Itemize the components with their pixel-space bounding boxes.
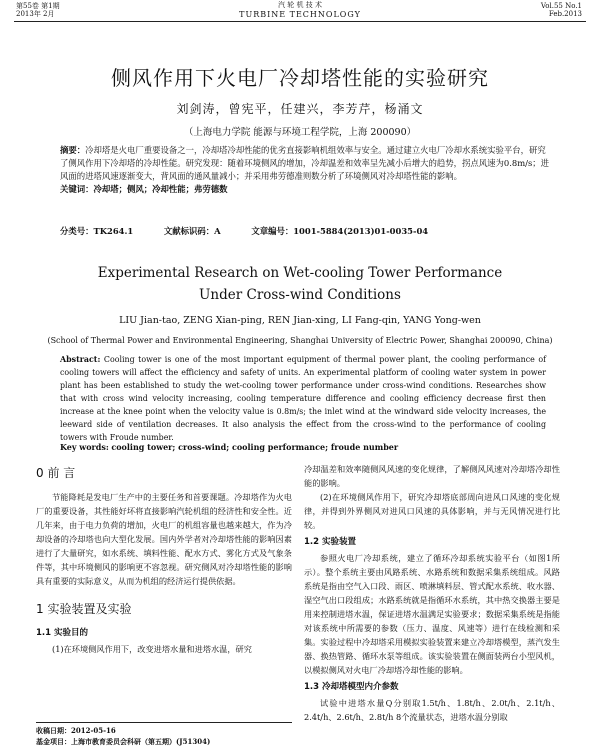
authors-en: LIU Jian-tao, ZENG Xian-ping, REN Jian-xing, LI Fang-qin, YANG Yong-wen: [119, 315, 481, 326]
document-code: 文献标识码：A: [163, 226, 221, 236]
purpose-paragraph-cont: 冷却温差和效率随侧风风速的变化规律，了解侧风风速对冷却塔冷却性能的影响。: [304, 464, 560, 488]
journal-name-cn: 汽 轮 机 技 术: [278, 1, 322, 9]
affiliation-cn: （上海电力学院 能源与环境工程学院，上海 200090）: [183, 127, 417, 138]
date-cn: 2013年 2月: [16, 10, 55, 18]
title-en-line2: Under Cross-wind Conditions: [199, 287, 401, 303]
header-rule: [14, 21, 586, 22]
classification-line: [60, 225, 456, 237]
params-paragraph: 试验中进塔水量Q分别取1.5t/h、1.8t/h、2.0t/h、2.1t/h、2.4t/h、2.6t/h、2.8t/h 8个流量状态，进塔水温分别取: [304, 698, 560, 722]
keywords-en-text: cooling tower; cross-wind; cooling performance; froude number: [111, 442, 399, 452]
subsection-heading-params: 1.3 冷却塔模型内介参数: [304, 682, 399, 692]
abstract-en-text: Cooling tower is one of the most important equipment of thermal power plant, the cooling performance of cooling towers will affect the efficiency and safety of units. An experimental platform of cooling water system in power plant has been established to study the wet-cooling tower performance under cross-wind conditions. Researches show that with cross wind velocity increasing, cooling temperature difference and cooling efficiency decrease first then increase at the knee point when the velocity value is 0.8m/s; the inlet wind at the windward side velocity increases, the leeward side of ventilation decreases. It also analysis the effect from the cross-wind to the performance of cooling towers with Froude number.: [60, 355, 546, 442]
section-heading-apparatus: 1 实验装置及实验: [36, 602, 132, 616]
running-header: [0, 0, 600, 22]
title-en: [0, 262, 600, 306]
abstract-cn-text: 冷却塔是火电厂重要设备之一，冷却塔冷却性能的优劣直接影响机组效率与安全。通过建立火电厂冷却水系统实验平台，研究了侧风作用下冷却塔的冷却性能。研究发现：随着环境侧风的增加，冷却温差和效率呈先减小后增大的趋势，拐点风速为0.8m/s；进风面的进塔风速逐渐变大，背风面的通风量减小；并采用弗劳德准则数分析了环境侧风对冷却塔性能的影响。: [60, 145, 550, 181]
fund-info: 基金项目：上海市教育委员会科研（第五期）(J51304): [36, 737, 211, 746]
subsection-heading-purpose: 1.1 实验目的: [36, 628, 89, 638]
abstract-en-label: Abstract:: [60, 355, 101, 364]
received-date: 收稿日期：2012-05-16: [36, 726, 116, 735]
keywords-cn-label: 关键词：: [60, 184, 94, 194]
abstract-en: [60, 353, 546, 444]
authors-cn: 刘剑涛，曾宪平，任建兴，李芳芹，杨涌文: [176, 102, 424, 116]
volume-issue-en: Vol.55 No.1: [540, 2, 582, 10]
affiliation-en: (School of Thermal Power and Environmental Engineering, Shanghai University of Electric Power, Shanghai 200090, China): [47, 336, 553, 345]
device-paragraph: 参照火电厂冷却系统，建立了循环冷却系统实验平台（如图1所示）。整个系统主要由风路系统、水路系统和数据采集系统组成。风路系统是指由空气入口段、雨区、喷淋填料层、管式配水系统、收水器、湿空气出口段组成；水路系统就是指循环水系统，其中热交换器主要是用来控制进塔水温，保证进塔水温满足实验要求；数据采集系统是指能对该系统中所需要的参数（压力、温度、风速等）进行在线检测和采集。实验过程中冷却塔采用模拟实验装置来建立冷却塔模型，蒸汽发生器、换热管路、循环水泵等组成。该实验装置在侧面装两台小型风机，以模拟侧风对火电厂冷却塔冷却性能的影响。: [304, 553, 560, 675]
footnote: [36, 722, 292, 747]
body-column-left: [36, 462, 292, 656]
class-number: 分类号：TK264.1: [60, 226, 134, 236]
abstract-cn: [60, 144, 550, 196]
header-right: [541, 2, 582, 18]
subsection-heading-device: 1.2 实验装置: [304, 537, 357, 547]
page-title: 侧风作用下火电厂冷却塔性能的实验研究: [111, 66, 489, 90]
abstract-cn-label: 摘要：: [60, 145, 86, 155]
purpose-paragraph-2: (2)在环境侧风作用下，研究冷却塔底部周向进风口风速的变化规律，并得到外界侧风对进风口风速的具体影响，并与无风情况进行比较。: [304, 492, 560, 530]
keywords-en: [60, 442, 398, 452]
volume-issue-cn: 第55卷 第1期: [16, 2, 60, 10]
keywords-cn-text: 冷却塔；侧风；冷却性能；弗劳德数: [93, 184, 228, 194]
section-heading-intro: 0 前 言: [36, 466, 76, 480]
journal-name-en: TURBINE TECHNOLOGY: [239, 10, 361, 19]
intro-paragraph: 节能降耗是发电厂生产中的主要任务和首要课题。冷却塔作为火电厂的重要设备，其性能好坏将直接影响汽轮机组的经济性和安全性。近几年来，由于电力负荷的增加，火电厂的机组容量也越来越大，作为冷却设备的冷却塔也向大型化发展。国内外学者对冷却塔性能的影响因素进行了大量研究，如水系统、填料性能、配水方式、雾化方式及气象条件等，其中环境侧风的影响更不容忽视。研究侧风对冷却塔性能的影响具有重要的实际意义，从而为机组的经济运行提供依据。: [36, 492, 292, 586]
header-center: [0, 1, 600, 19]
article-number: 文章编号：1001-5884(2013)01-0035-04: [251, 226, 429, 236]
purpose-paragraph: (1)在环境侧风作用下，改变进塔水量和进塔水温，研究: [52, 644, 252, 654]
date-en: Feb.2013: [548, 10, 582, 18]
title-en-line1: Experimental Research on Wet-cooling Tower Performance: [97, 265, 503, 281]
keywords-en-label: Key words:: [60, 442, 109, 452]
body-column-right: [304, 462, 560, 724]
